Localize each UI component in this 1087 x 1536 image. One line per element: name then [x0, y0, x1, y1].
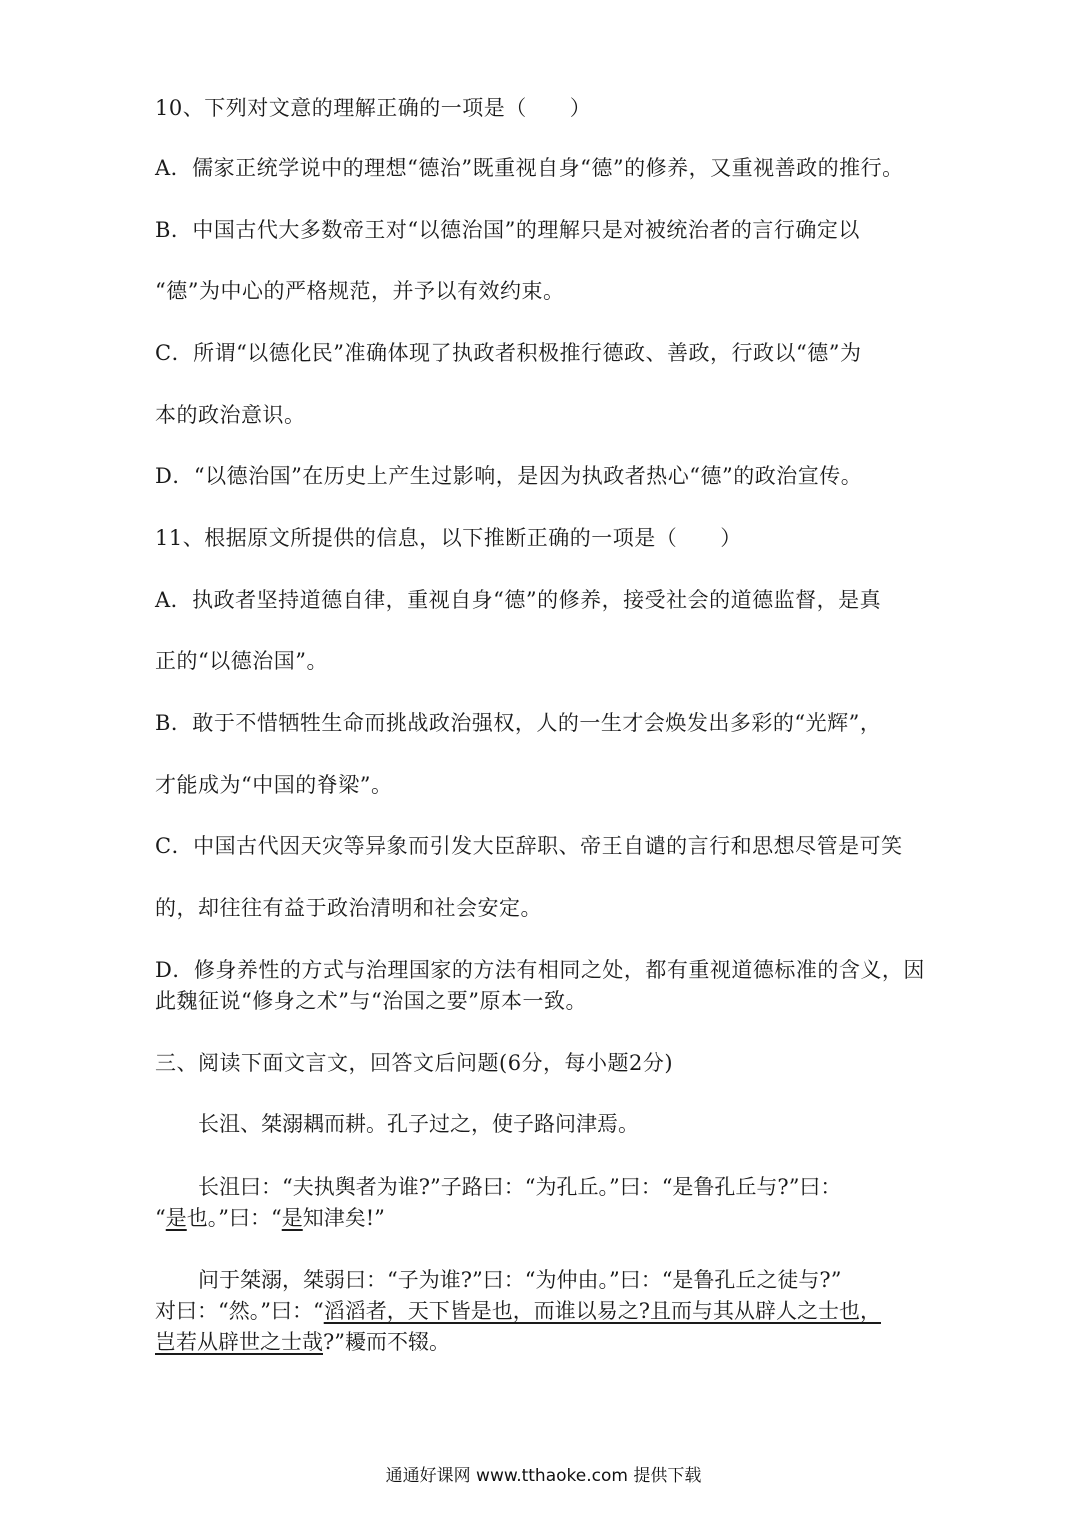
q11-option-d-line1: D．修身养性的方式与治理国家的方法有相同之处，都有重视道德标准的含义，因	[155, 958, 925, 982]
q10-option-c-line2: 本的政治意识。	[155, 403, 306, 427]
q10-option-b-line2: “德”为中心的严格规范，并予以有效约束。	[155, 279, 565, 303]
q11-option-c-line2: 的，却往往有益于政治清明和社会安定。	[155, 896, 542, 920]
q10-option-d: D．“以德治国”在历史上产生过影响，是因为执政者热心“德”的政治宣传。	[155, 464, 863, 488]
passage-paragraph-3-line3: 岂若从辟世之士哉?”耰而不辍。	[155, 1330, 450, 1354]
q11-option-c-line1: C．中国古代因天灾等异象而引发大臣辞职、帝王自谴的言行和思想尽管是可笑	[155, 834, 903, 858]
page-footer: 通通好课网 www.tthaoke.com 提供下载	[385, 1466, 702, 1486]
q11-stem: 11、根据原文所提供的信息，以下推断正确的一项是（ ）	[155, 526, 742, 550]
underlined-word-shi-2: 是	[281, 1206, 303, 1230]
q10-option-a: A．儒家正统学说中的理想“德治”既重视自身“德”的修养，又重视善政的推行。	[155, 156, 904, 180]
q10-option-c-line1: C．所谓“以德化民”准确体现了执政者积极推行德政、善政，行政以“德”为	[155, 341, 862, 365]
q11-option-d-line2: 此魏征说“修身之术”与“治国之要”原本一致。	[155, 989, 587, 1013]
passage-paragraph-3-line1: 问于桀溺，桀弱曰：“子为谁?”曰：“为仲由。”曰：“是鲁孔丘之徒与?”	[198, 1268, 842, 1292]
underlined-word-shi-1: 是	[165, 1206, 187, 1230]
q11-option-b-line2: 才能成为“中国的脊梁”。	[155, 773, 393, 797]
section3-heading: 三、阅读下面文言文，回答文后问题(6分，每小题2分)	[155, 1051, 674, 1075]
q11-option-a-line1: A．执政者坚持道德自律，重视自身“德”的修养，接受社会的道德监督，是真	[155, 588, 882, 612]
underlined-sentence-part-1: 滔滔者，天下皆是也，而谁以易之?且而与其从辟人之士也，	[323, 1299, 881, 1323]
passage-paragraph-2-line2: “是也。”曰：“是知津矣!”	[155, 1206, 385, 1230]
q10-stem: 10、下列对文意的理解正确的一项是（ ）	[155, 96, 592, 120]
q10-option-b-line1: B．中国古代大多数帝王对“以德治国”的理解只是对被统治者的言行确定以	[155, 218, 860, 242]
q11-option-a-line2: 正的“以德治国”。	[155, 649, 328, 673]
q11-option-b-line1: B．敢于不惜牺牲生命而挑战政治强权，人的一生才会焕发出多彩的“光辉”，	[155, 711, 882, 735]
passage-paragraph-3-line2: 对曰：“然。”曰：“滔滔者，天下皆是也，而谁以易之?且而与其从辟人之士也，	[155, 1299, 881, 1323]
underlined-sentence-part-2: 岂若从辟世之士哉	[155, 1330, 323, 1354]
passage-paragraph-1: 长沮、桀溺耦而耕。孔子过之，使子路问津焉。	[198, 1112, 639, 1136]
passage-paragraph-2-line1: 长沮曰：“夫执舆者为谁?”子路曰：“为孔丘。”曰：“是鲁孔丘与?”曰：	[198, 1175, 842, 1199]
